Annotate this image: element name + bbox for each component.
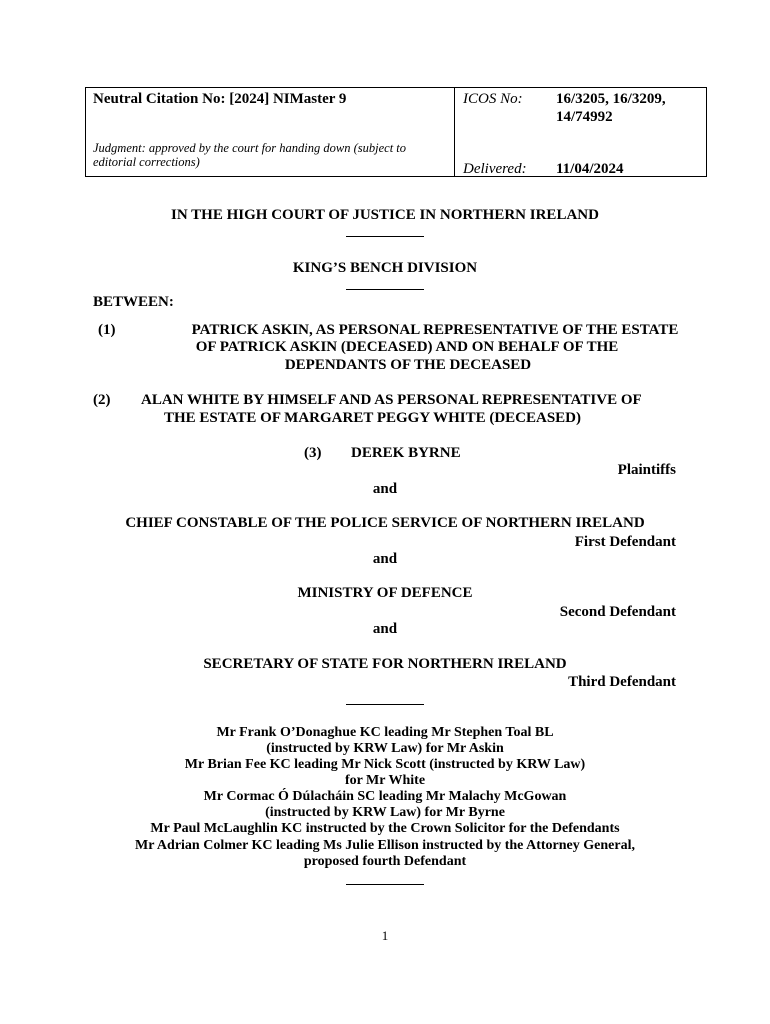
- delivered-value: 11/04/2024: [556, 161, 624, 177]
- party2-number: (2): [93, 392, 111, 408]
- third-defendant-role: Third Defendant: [568, 674, 676, 690]
- neutral-citation: Neutral Citation No: [2024] NIMaster 9: [93, 91, 347, 107]
- party3-name: DEREK BYRNE: [351, 445, 461, 461]
- judgment-note-line1: Judgment: approved by the court for handing down (subject to: [93, 141, 407, 155]
- counsel-line: Mr Brian Fee KC leading Mr Nick Scott (instructed by KRW Law): [184, 757, 586, 772]
- divider-rule: [346, 289, 424, 290]
- counsel-line: Mr Cormac Ó Dúlacháin SC leading Mr Malachy McGowan: [203, 789, 567, 804]
- counsel-line: Mr Frank O’Donaghue KC leading Mr Stephen Toal BL: [216, 725, 554, 740]
- counsel-line: Mr Adrian Colmer KC leading Ms Julie Ellison instructed by the Attorney General,: [135, 838, 635, 853]
- party2-line1: ALAN WHITE BY HIMSELF AND AS PERSONAL REPRESENTATIVE OF: [141, 392, 642, 408]
- divider-rule: [346, 884, 424, 885]
- header-divider: [454, 87, 455, 177]
- party1-line2: OF PATRICK ASKIN (DECEASED) AND ON BEHALF OF THE: [195, 339, 619, 355]
- first-defendant-name: CHIEF CONSTABLE OF THE POLICE SERVICE OF NORTHERN IRELAND: [125, 515, 645, 531]
- party1-line3: DEPENDANTS OF THE DECEASED: [284, 357, 532, 373]
- icos-value-line1: 16/3205, 16/3209,: [556, 91, 666, 107]
- party2-line2: THE ESTATE OF MARGARET PEGGY WHITE (DECEASED): [164, 410, 582, 426]
- and-separator: and: [372, 621, 398, 637]
- first-defendant-role: First Defendant: [574, 534, 676, 550]
- counsel-line: (instructed by KRW Law) for Mr Askin: [266, 741, 504, 756]
- between-label: BETWEEN:: [93, 294, 174, 310]
- party1-number: (1): [98, 322, 116, 338]
- party3-number: (3): [304, 445, 322, 461]
- division-title: KING’S BENCH DIVISION: [292, 260, 478, 276]
- counsel-line: proposed fourth Defendant: [303, 854, 467, 869]
- second-defendant-name: MINISTRY OF DEFENCE: [297, 585, 473, 601]
- party1-line1: PATRICK ASKIN, AS PERSONAL REPRESENTATIVE OF THE ESTATE: [191, 322, 679, 338]
- counsel-line: Mr Paul McLaughlin KC instructed by the Crown Solicitor for the Defendants: [150, 821, 620, 836]
- court-title: IN THE HIGH COURT OF JUSTICE IN NORTHERN IRELAND: [171, 207, 599, 223]
- divider-rule: [346, 704, 424, 705]
- third-defendant-name: SECRETARY OF STATE FOR NORTHERN IRELAND: [203, 656, 567, 672]
- icos-label: ICOS No:: [463, 91, 523, 107]
- counsel-line: for Mr White: [344, 773, 426, 788]
- page-number: 1: [381, 928, 389, 943]
- judgment-note-line2: editorial corrections): [93, 155, 200, 169]
- divider-rule: [346, 236, 424, 237]
- counsel-line: (instructed by KRW Law) for Mr Byrne: [265, 805, 505, 820]
- plaintiffs-label: Plaintiffs: [617, 462, 676, 478]
- and-separator: and: [372, 481, 398, 497]
- second-defendant-role: Second Defendant: [559, 604, 676, 620]
- icos-value-line2: 14/74992: [556, 109, 613, 125]
- and-separator: and: [372, 551, 398, 567]
- delivered-label: Delivered:: [463, 161, 527, 177]
